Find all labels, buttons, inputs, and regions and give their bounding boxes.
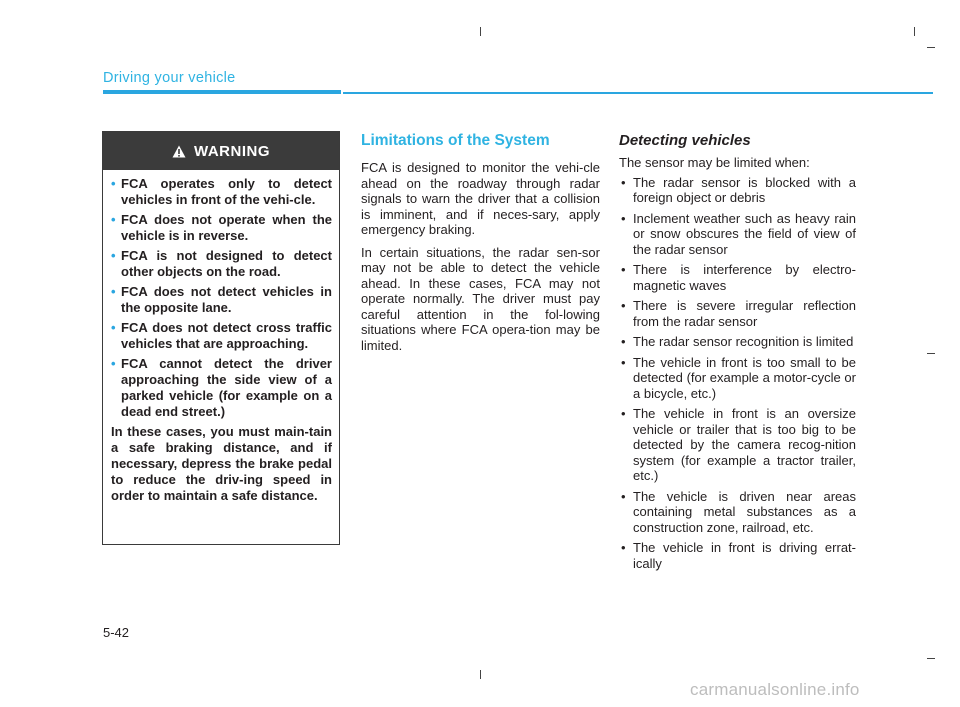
crop-mark <box>480 670 481 679</box>
bullet-icon: • <box>111 284 116 299</box>
warning-box <box>102 131 340 545</box>
bullet-icon: • <box>111 212 116 227</box>
limitations-paragraph: FCA is designed to monitor the vehi-cle ahead on the roadway through radar signals to warn the driver that a collision is imminent, and if neces-sary, apply emergency braking. <box>361 160 600 237</box>
warning-item <box>111 176 332 208</box>
detecting-item-text: Inclement weather such as heavy rain or snow obscures the field of view of the radar sensor <box>633 210 856 257</box>
warning-title: WARNING <box>194 142 270 160</box>
detecting-item-text: The radar sensor is blocked with a foreign object or debris <box>633 174 856 205</box>
bullet-icon: • <box>621 354 626 370</box>
detecting-item <box>619 211 856 258</box>
warning-header <box>103 132 339 170</box>
crop-mark <box>480 27 481 36</box>
crop-mark <box>927 353 935 354</box>
warning-body <box>103 170 339 504</box>
warning-item-text: FCA is not designed to detect other objects on the road. <box>121 248 332 279</box>
bullet-icon: • <box>621 488 626 504</box>
bullet-icon: • <box>621 540 626 555</box>
warning-item <box>111 356 332 420</box>
warning-item-text: FCA does not detect vehicles in the opposite lane. <box>121 284 332 315</box>
detecting-item <box>619 262 856 293</box>
bullet-icon: • <box>621 210 626 226</box>
watermark: carmanualsonline.info <box>690 680 860 699</box>
crop-mark <box>927 47 935 48</box>
bullet-icon: • <box>621 334 626 349</box>
warning-item-text: FCA operates only to detect vehicles in front of the vehi-cle. <box>121 176 332 207</box>
limitations-section <box>361 132 600 360</box>
crop-mark <box>927 658 935 659</box>
bullet-icon: • <box>621 262 626 277</box>
warning-item <box>111 320 332 352</box>
detecting-intro: The sensor may be limited when: <box>619 155 810 170</box>
detecting-item-text: The radar sensor recognition is limited <box>633 334 854 349</box>
warning-list <box>111 176 332 420</box>
detecting-list <box>619 175 856 572</box>
detecting-item <box>619 489 856 536</box>
detecting-item-text: The vehicle in front is too small to be detected (for example a motor-cycle or a bicycle, etc.) <box>633 354 856 401</box>
detecting-item <box>619 355 856 402</box>
detecting-item-text: There is severe irregular reflection from the radar sensor <box>633 298 856 329</box>
section-title: Driving your vehicle <box>103 70 236 86</box>
bullet-icon: • <box>621 174 626 190</box>
detecting-item-text: There is interference by electro-magnetic waves <box>633 262 856 293</box>
detecting-item <box>619 540 856 571</box>
detecting-item <box>619 406 856 484</box>
warning-item-text: FCA does not operate when the vehicle is in reverse. <box>121 212 332 243</box>
detecting-item <box>619 298 856 329</box>
bullet-icon: • <box>111 248 116 263</box>
warning-item <box>111 284 332 316</box>
detecting-item <box>619 175 856 206</box>
detecting-heading: Detecting vehicles <box>619 132 751 149</box>
limitations-heading: Limitations of the System <box>361 132 550 149</box>
warning-note: In these cases, you must main-tain a safe braking distance, and if necessary, depress the brake pedal to reduce the driv-ing speed in order to maintain a safe distance. <box>111 424 332 503</box>
crop-mark <box>914 27 915 36</box>
header-rule-thin <box>343 92 933 94</box>
detecting-section <box>619 132 856 576</box>
bullet-icon: • <box>621 406 626 421</box>
bullet-icon: • <box>111 176 116 191</box>
header-rule-thick <box>103 90 341 94</box>
warning-item <box>111 212 332 244</box>
limitations-paragraph: In certain situations, the radar sen-sor may not be able to detect the vehicle ahead. In these cases, FCA may not operate normally. The driver must pay careful attention in the fol-lowing situations where FCA opera-tion may be limited. <box>361 244 600 353</box>
detecting-item <box>619 334 856 350</box>
warning-item <box>111 248 332 280</box>
page-number: 5-42 <box>103 625 130 640</box>
warning-item-text: FCA cannot detect the driver approaching the side view of a parked vehicle (for example on a dead end street.) <box>121 356 332 419</box>
warning-item-text: FCA does not detect cross traffic vehicles that are approaching. <box>121 320 332 351</box>
detecting-item-text: The vehicle in front is an oversize vehicle or trailer that is too big to be detected by the camera recog-nition system (for example a tractor trailer, etc.) <box>633 406 856 483</box>
bullet-icon: • <box>111 320 116 335</box>
warning-triangle-icon <box>172 145 186 158</box>
detecting-item-text: The vehicle in front is driving errat-ically <box>633 540 856 571</box>
bullet-icon: • <box>621 298 626 313</box>
detecting-item-text: The vehicle is driven near areas containing metal substances as a construction zone, railroad, etc. <box>633 488 856 535</box>
bullet-icon: • <box>111 356 116 371</box>
